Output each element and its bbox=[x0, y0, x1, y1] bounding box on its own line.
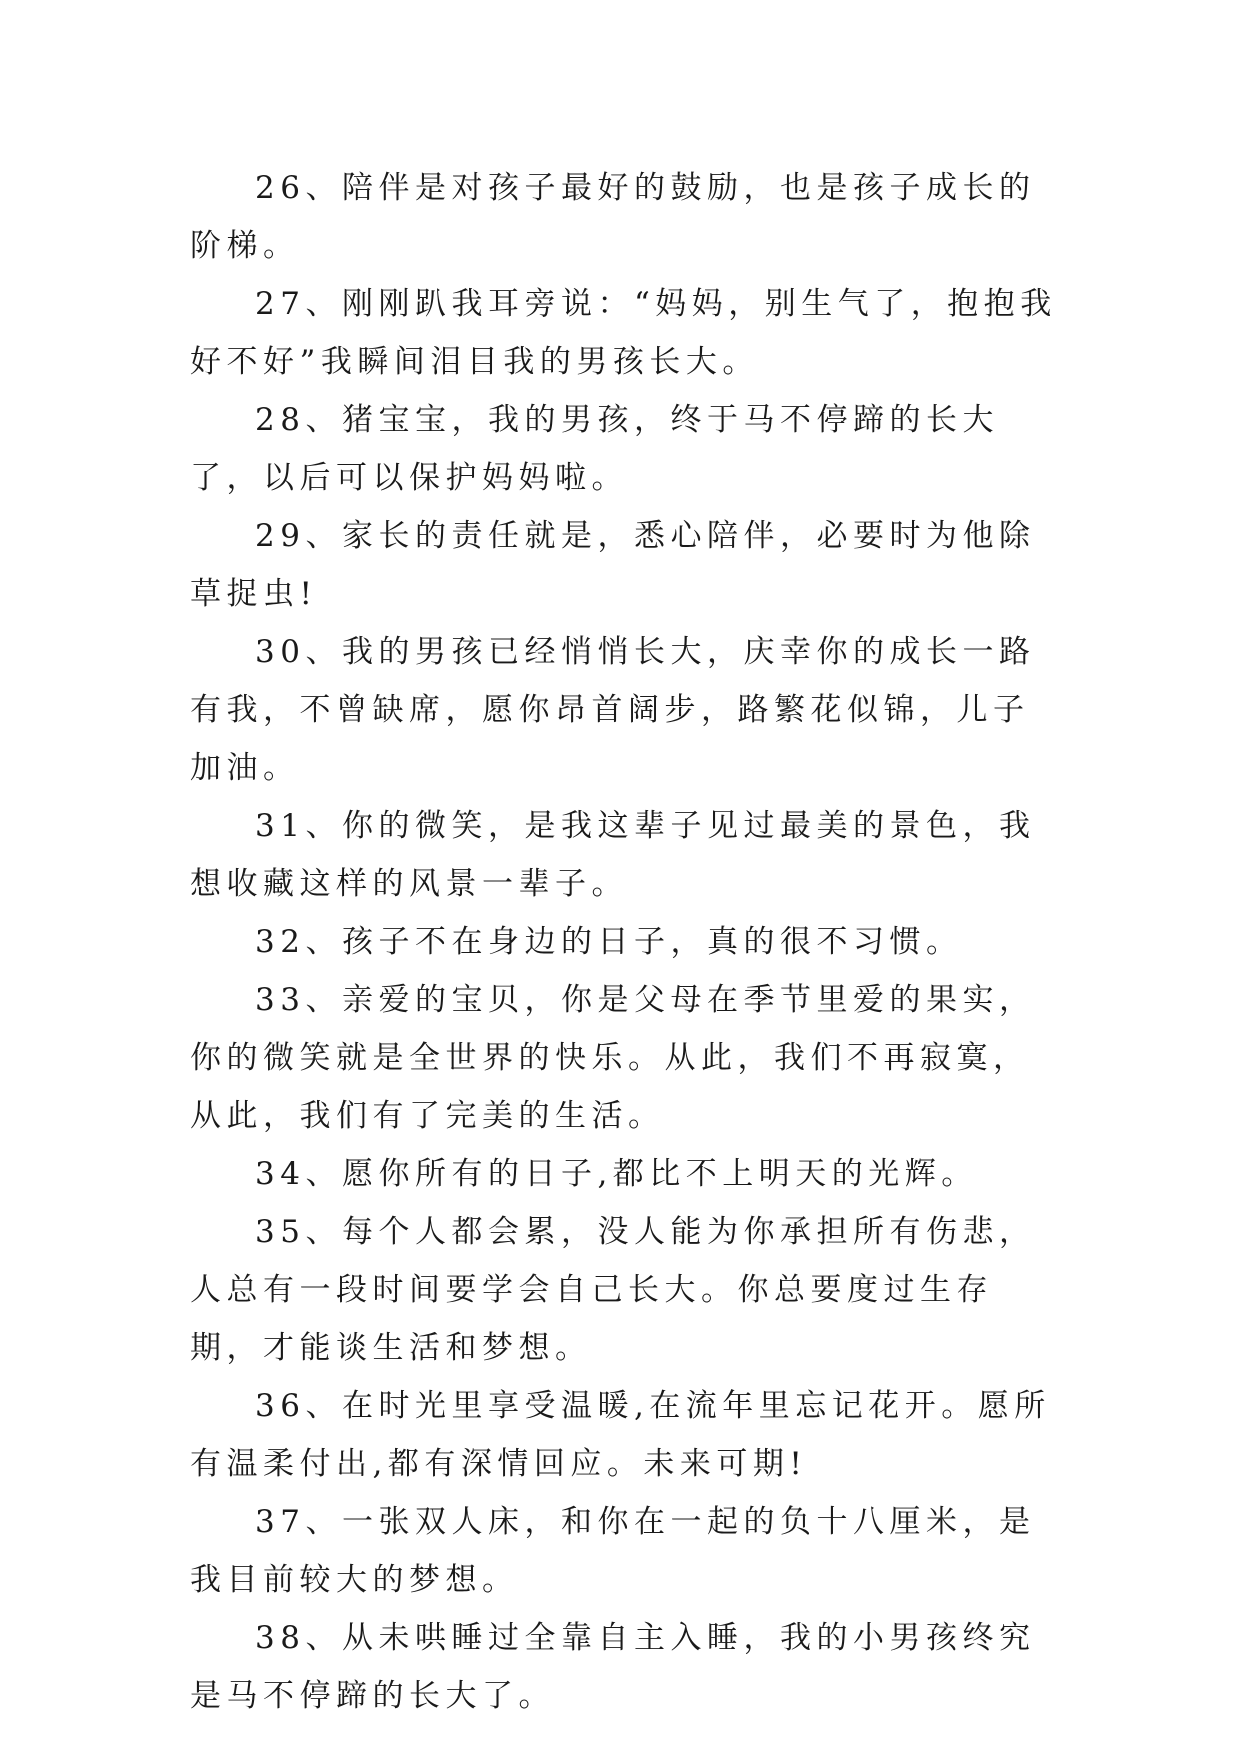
paragraph-28: 28、猪宝宝，我的男孩，终于马不停蹄的长大了，以后可以保护妈妈啦。 bbox=[190, 402, 999, 496]
paragraph-32: 32、孩子不在身边的日子，真的很不习惯。 bbox=[255, 924, 963, 960]
paragraph-35: 35、每个人都会累，没人能为你承担所有伤悲，人总有一段时间要学会自己长大。你总要度过生存期，才能谈生活和梦想。 bbox=[190, 1214, 1036, 1366]
paragraph-29: 29、家长的责任就是，悉心陪伴，必要时为他除草捉虫! bbox=[190, 518, 1036, 612]
paragraph-30: 30、我的男孩已经悄悄长大，庆幸你的成长一路有我，不曾缺席，愿你昂首阔步，路繁花似锦，儿子加油。 bbox=[190, 634, 1036, 786]
paragraph-34: 34、愿你所有的日子,都比不上明天的光辉。 bbox=[255, 1156, 978, 1192]
paragraph-31: 31、你的微笑，是我这辈子见过最美的景色，我想收藏这样的风景一辈子。 bbox=[190, 808, 1036, 902]
paragraph-26: 26、陪伴是对孩子最好的鼓励，也是孩子成长的阶梯。 bbox=[190, 170, 1036, 264]
paragraph-36: 36、在时光里享受温暖,在流年里忘记花开。愿所有温柔付出,都有深情回应。未来可期! bbox=[190, 1388, 1051, 1482]
paragraph-37: 37、一张双人床，和你在一起的负十八厘米，是我目前较大的梦想。 bbox=[190, 1504, 1036, 1598]
document-body bbox=[190, 159, 1060, 1725]
paragraph-33: 33、亲爱的宝贝，你是父母在季节里爱的果实，你的微笑就是全世界的快乐。从此，我们不再寂寞，从此，我们有了完美的生活。 bbox=[190, 982, 1036, 1134]
paragraph-27: 27、刚刚趴我耳旁说：“妈妈，别生气了，抱抱我好不好”我瞬间泪目我的男孩长大。 bbox=[190, 286, 1057, 380]
paragraph-38: 38、从未哄睡过全靠自主入睡，我的小男孩终究是马不停蹄的长大了。 bbox=[190, 1620, 1036, 1714]
